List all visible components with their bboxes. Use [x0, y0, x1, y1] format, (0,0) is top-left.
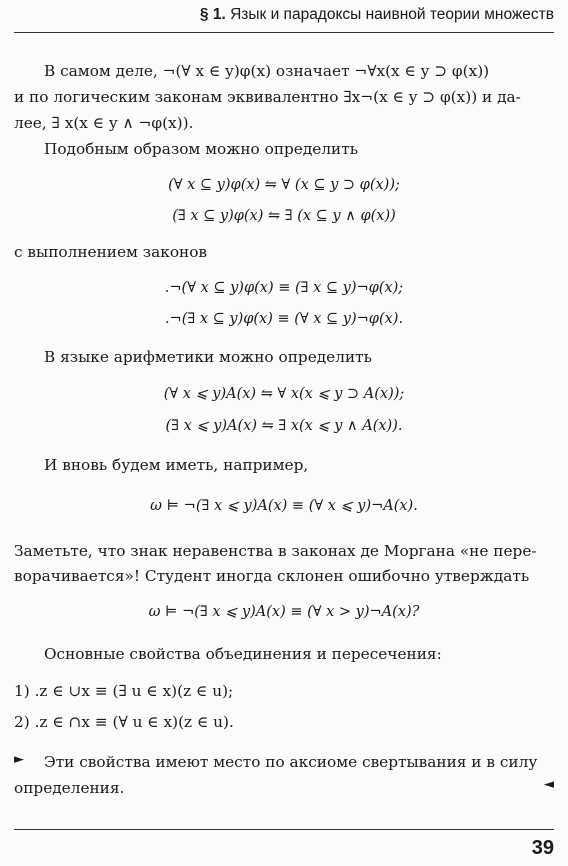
- formula: .¬(∃ x ⊆ y)φ(x) ≡ (∀ x ⊆ y)¬φ(x).: [164, 311, 404, 327]
- paragraph-line: Заметьте, что знак неравенства в законах де Моргана «не пере-: [14, 542, 537, 560]
- proof-start-marker-icon: ►: [14, 752, 24, 767]
- paragraph-line: В языке арифметики можно определить: [44, 348, 372, 366]
- paragraph-line: лее, ∃ x(x ∈ y ∧ ¬φ(x)).: [14, 114, 194, 132]
- formula: .¬(∀ x ⊆ y)φ(x) ≡ (∃ x ⊆ y)¬φ(x);: [164, 280, 404, 296]
- page-number: 39: [531, 837, 554, 859]
- list-item: 2) .z ∈ ∩x ≡ (∀ u ∈ x)(z ∈ u).: [14, 713, 234, 731]
- paragraph-line: определения.: [14, 779, 125, 797]
- formula: (∃ x ⩽ y)A(x) ⇋ ∃ x(x ⩽ y ∧ A(x)).: [165, 418, 403, 434]
- paragraph-line: Подобным образом можно определить: [44, 140, 359, 158]
- proof-end-marker-icon: ◄: [544, 777, 554, 792]
- paragraph-line: Основные свойства объединения и пересечения:: [44, 645, 442, 663]
- paragraph-line: И вновь будем иметь, например,: [44, 456, 309, 474]
- section-number: § 1.: [199, 6, 226, 23]
- paragraph-line: и по логическим законам эквивалентно ∃x¬(x ∈ y ⊃ φ(x)) и да-: [14, 88, 521, 106]
- formula: ω ⊨ ¬(∃ x ⩽ y)A(x) ≡ (∀ x > y)¬A(x)?: [148, 604, 420, 620]
- section-title: Язык и парадоксы наивной теории множеств: [230, 6, 554, 23]
- running-header: [14, 6, 554, 33]
- formula: (∃ x ⊆ y)φ(x) ⇋ ∃ (x ⊆ y ∧ φ(x)): [172, 208, 396, 224]
- formula: (∀ x ⩽ y)A(x) ⇋ ∀ x(x ⩽ y ⊃ A(x));: [163, 386, 405, 402]
- list-item: 1) .z ∈ ∪x ≡ (∃ u ∈ x)(z ∈ u);: [14, 682, 234, 700]
- footer-rule: [14, 829, 554, 830]
- paragraph-line: В самом деле, ¬(∀ x ∈ y)φ(x) означает ¬∀x(x ∈ y ⊃ φ(x)): [44, 62, 490, 80]
- formula: ω ⊨ ¬(∃ x ⩽ y)A(x) ≡ (∀ x ⩽ y)¬A(x).: [150, 498, 418, 514]
- paragraph-line: Эти свойства имеют место по аксиоме свертывания и в силу: [44, 753, 538, 771]
- paragraph-line: с выполнением законов: [14, 243, 208, 261]
- paragraph-line: ворачивается»! Студент иногда склонен ошибочно утверждать: [14, 567, 530, 585]
- formula: (∀ x ⊆ y)φ(x) ⇋ ∀ (x ⊆ y ⊃ φ(x));: [168, 177, 400, 193]
